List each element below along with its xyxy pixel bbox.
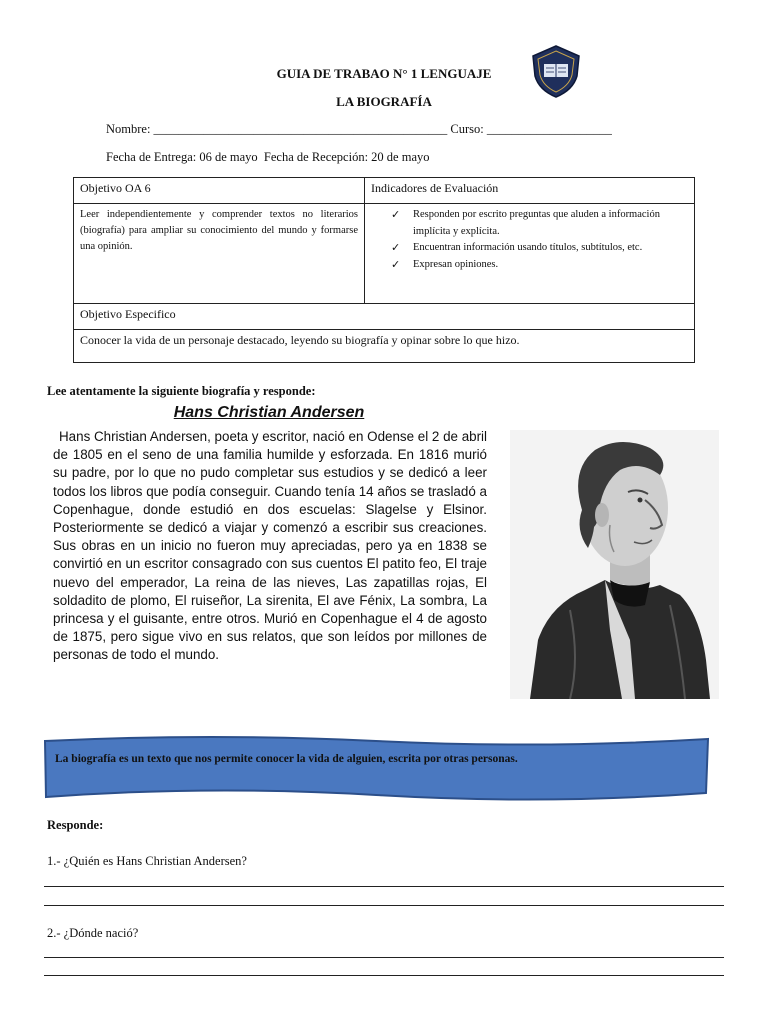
answer-line[interactable]	[44, 957, 724, 958]
definition-banner	[42, 735, 710, 803]
definition-text: La biografía es un texto que nos permite conocer la vida de alguien, escrita por otras personas.	[55, 753, 518, 765]
page-subtitle: LA BIOGRAFÍA	[336, 94, 432, 109]
answer-line[interactable]	[44, 975, 724, 976]
biography-name: Hans Christian Andersen	[173, 404, 365, 421]
indicators-list	[371, 207, 688, 273]
indicators-cell	[365, 204, 695, 304]
biography-text: Hans Christian Andersen, poeta y escritor, nació en Odense el 2 de abril de 1805 en el seno de una familia humilde y esforzada. En 1816 murió su padre, por lo que no pudo completar sus estudios y se dedicó a leer todos los libros que podía conseguir. Cuando tenía 14 años se trasladó a Copenhague, donde estudió en dos escuelas: Slagelse y Elsinor. Posteriormente se dedicó a viajar y comenzó a escribir sus creaciones. Sus obras en un inicio no fueron muy apreciadas, pero ya en 1838 se convirtió en un escritor consagrado con sus cuentos El patito feo, El traje nuevo del emperador, La reina de las nieves, Las zapatillas rojas, El soldadito de plomo, El ruiseñor, La sirenita, El ave Fénix, La sombra, La princesa y el guisante, entre otros. Murió en Copenhague el 4 de agosto de 1875, pero sigue vivo en sus relatos, que son leídos por millones de personas de todo el mundo.	[53, 429, 488, 663]
checkmark-icon: ✓	[391, 258, 401, 271]
objectives-table	[73, 177, 695, 363]
checkmark-icon: ✓	[391, 209, 401, 221]
objective-text: Leer independientemente y comprender textos no literarios (biografía) para ampliar su conocimiento del mundo y formarse una opinión.	[74, 204, 365, 304]
dates-line: Fecha de Entrega: 06 de mayo Fecha de Recepción: 20 de mayo	[106, 150, 430, 164]
answer-line[interactable]	[44, 886, 724, 887]
school-shield-icon	[529, 44, 583, 98]
indicator-item: ✓ Responden por escrito preguntas que aluden a información implícita y explícita.	[391, 209, 660, 237]
indicator-item: ✓ Expresan opiniones.	[413, 257, 688, 274]
specific-objective-header: Objetivo Especifico	[74, 304, 695, 330]
reading-instruction: Lee atentamente la siguiente biografía y responde:	[47, 384, 316, 398]
question-2: 2.- ¿Dónde nació?	[47, 926, 139, 940]
checkmark-icon: ✓	[391, 242, 401, 254]
answer-line[interactable]	[44, 905, 724, 906]
page-title: GUIA DE TRABAO N° 1 LENGUAJE	[276, 66, 492, 81]
indicator-item: ✓ Encuentran información usando títulos, subtítulos, etc.	[413, 240, 688, 257]
portrait-engraving-image	[510, 430, 719, 699]
specific-objective-text: Conocer la vida de un personaje destacado, leyendo su biografía y opinar sobre lo que hizo.	[74, 330, 695, 363]
indicators-header: Indicadores de Evaluación	[365, 178, 695, 204]
questions-heading: Responde:	[47, 818, 104, 832]
name-course-line[interactable]: Nombre: _______________________________________________ Curso: ____________________	[106, 122, 612, 136]
question-1: 1.- ¿Quién es Hans Christian Andersen?	[47, 854, 247, 868]
objective-header: Objetivo OA 6	[74, 178, 365, 204]
